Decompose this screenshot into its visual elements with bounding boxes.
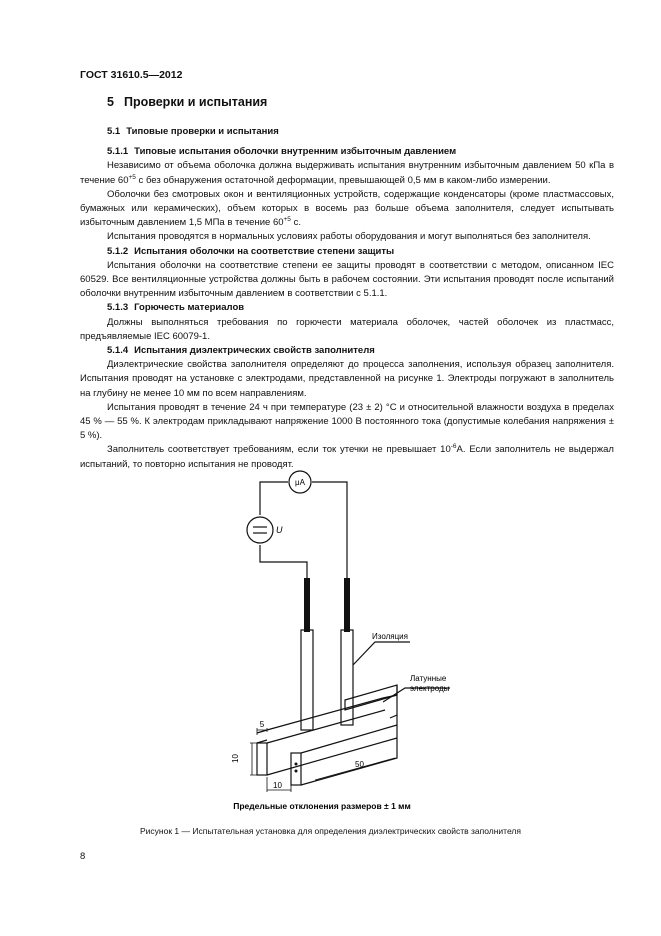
- electrode-rod-left: [301, 630, 313, 730]
- section-title: Проверки и испытания: [123, 95, 268, 109]
- figure-caption: Рисунок 1 — Испытательная установка для определения диэлектрических свойств заполнителя: [140, 826, 521, 836]
- voltage-source-symbol: [247, 517, 273, 543]
- electrode-rod-right: [341, 630, 353, 725]
- insulation-leader: [353, 642, 410, 665]
- electrode-bar-front-end: [257, 743, 267, 775]
- electrode-bar-back-end: [291, 753, 301, 785]
- dim-label-5: 5: [259, 720, 265, 729]
- meter-label: μA: [295, 478, 305, 487]
- heading-5-1-3: 5.1.3 Горючесть материалов: [107, 302, 245, 314]
- section-number: 5: [107, 95, 114, 109]
- heading-5-1-1: 5.1.1 Типовые испытания оболочки внутренним избыточным давлением: [107, 146, 457, 158]
- dim-label-10-horizontal: 10: [273, 781, 282, 790]
- paragraph: Оболочки без смотровых окон и вентиляционных устройств, содержащие конденсаторы (кроме пластмассовых, бумажных или керамических), объем которых в восемь раз больше объема заполнителя, следует испытывать избыточным давлением 1,5 МПа в течение $60^{+5}$ с.: [80, 188, 614, 229]
- paragraph: Испытания проводятся в нормальных условиях работы оборудования и могут выполняться без заполнителя.: [107, 231, 591, 243]
- paragraph: Испытания оболочки на соответствие степени ее защиты проводят в соответствии с методом, описанном IEC 60529. Все вентиляционные устройства должны быть в рабочем состоянии. Эти испытания проводят после испытаний оболочки внутренним избыточным давлением в соответствии с 5.1.1.: [80, 259, 614, 300]
- standard-code: ГОСТ 31610.5—2012: [80, 69, 183, 81]
- paragraph: Независимо от объема оболочка должна выдерживать испытания внутренним избыточным давлением 50 кПа в течение $60^{+5}$ с без обнаружения остаточной деформации, превышающей 0,5 мм в каком-либо измерении.: [80, 160, 614, 186]
- body-text: [80, 125, 614, 472]
- paragraph: Испытания проводят в течение 24 ч при температуре (23 ± 2) °С и относительной влажности воздуха в пределах 45 % — 55 %. К электродам прикладывают напряжение 1000 В постоянного тока (допустимые колебания напряжения ± 5 %).: [80, 401, 614, 442]
- electrodes-label-line1: Латунные: [410, 674, 447, 683]
- heading-5-1-4: 5.1.4 Испытания диэлектрических свойств заполнителя: [107, 345, 375, 357]
- dim-line-10-vertical: [250, 743, 257, 775]
- section-heading: [107, 95, 267, 109]
- dim-label-10-vertical: 10: [231, 754, 240, 763]
- paragraph: Диэлектрические свойства заполнителя определяют до процесса заполнения, используя образец заполнителя. Испытания проводят на установке с электродами, представленной на рисунке 1. Электроды погружают в заполнитель на глубину не менее 10 мм по всем направлениям.: [80, 359, 614, 399]
- dim-label-50: 50: [355, 760, 364, 769]
- paragraph: Должны выполняться требования по горючести материала оболочек, частей оболочек из пластмасс, предъявляемые IEC 60079-1.: [80, 316, 614, 342]
- wire: [312, 482, 347, 580]
- heading-5-1-2: 5.1.2 Испытания оболочки на соответствие степени защиты: [107, 245, 395, 257]
- heading-5-1: 5.1 Типовые проверки и испытания: [107, 126, 279, 137]
- electrodes-label-line2: электроды: [410, 684, 450, 693]
- wire: [260, 545, 307, 580]
- insulation-right: [344, 578, 350, 632]
- test-setup-diagram: [220, 470, 450, 815]
- wire: [260, 482, 288, 515]
- insulation-label: Изоляция: [372, 632, 408, 641]
- tolerance-note: Предельные отклонения размеров ± 1 мм: [233, 801, 411, 811]
- page-number: 8: [80, 851, 86, 862]
- voltage-label: U: [276, 525, 283, 535]
- paragraph: Заполнитель соответствует требованиям, если ток утечки не превышает $10^{-6}А$. Если заполнитель не выдержал испытаний, то повторно испытания не проводят.: [80, 443, 614, 470]
- insulation-left: [304, 578, 310, 632]
